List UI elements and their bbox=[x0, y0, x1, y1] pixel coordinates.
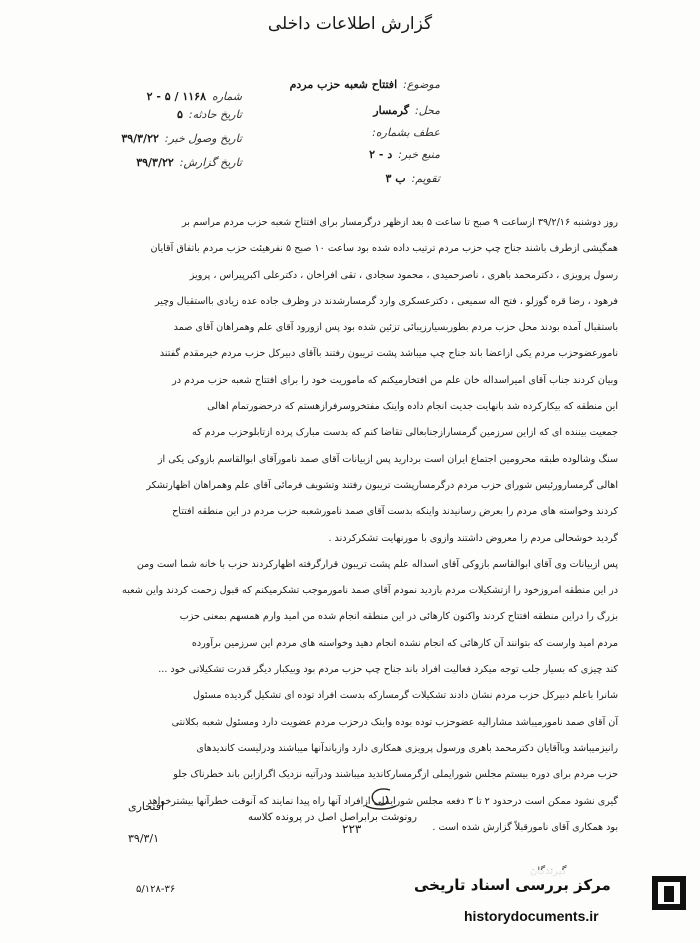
source-value: د - ۲ bbox=[369, 148, 393, 161]
watermark-title: مرکز بررسی اسناد تاریخی bbox=[414, 876, 611, 894]
body-line: در این منطقه امروزخود را ازتشکیلات مردم بازدید نمودم آقای صمد نامورموجب تشکرمیکنم که قبول زحمت کردند واین شعبه bbox=[122, 585, 618, 597]
received-date-value: ۳۹/۳/۲۲ bbox=[121, 132, 159, 145]
archive-logo-icon bbox=[652, 876, 686, 910]
body-line: مردم امید وارست که بتوانند آن کارهائی که انجام نشده انجام دهید وخواسته های مردم این سرزمین برآورده bbox=[191, 637, 618, 649]
number-field bbox=[147, 90, 242, 103]
body-line: گردید خوشحالی مردم را معروض داشتند وازوی با مورنهایت تشکرکردند . bbox=[328, 532, 618, 544]
reference-number-field bbox=[366, 126, 440, 139]
body-line: کند چیزی که بسیار جلب توجه میکرد فعالیت افراد باند جناح چپ حزب مردم بود وبیکبار دیگر قدرت تشکیلاتی خود ... bbox=[158, 664, 618, 676]
body-line: حزب مردم برای دوره بیستم مجلس شورایملی ازگرمسارکاندید میباشند ودرآتیه نزدیک اگرازاین باند خطرناک جلو bbox=[173, 769, 618, 781]
location-label: محل: bbox=[414, 104, 440, 117]
report-date-label: تاریخ گزارش: bbox=[179, 156, 242, 169]
signatory-name: افتخاری bbox=[128, 800, 165, 813]
body-line: همگیشی ازطرف باشند جناح چپ حزب مردم ترتیب داده شده بود ساعت ۱۰ صبح ۵ نفرهیئت حزب مردم باتفاق آقایان bbox=[150, 243, 618, 255]
body-line: نامورعضوحزب مردم یکی ازاعضا باند جناح چپ میباشد پشت تریبون رفتند باآقای دبیرکل حزب مردم خیرمقدم گفتند bbox=[159, 348, 618, 360]
body-line: کردند وخواسته های مردم را بعرض رسانیدند واینکه بدست آقای صمد نامورشعبه حزب مردم در این منطقه افتتاح bbox=[172, 506, 618, 518]
incident-date-label: تاریخ حادثه: bbox=[188, 108, 242, 121]
body-line: این منطقه که بیکارکرده شد بانهایت جدیت انجام داده واینک مفتخروسرفرازهستم که درحضورتمام اهالی bbox=[207, 401, 618, 413]
watermark-url[interactable]: historydocuments.ir bbox=[464, 908, 599, 924]
body-line: اهالی گرمسارورئیس شورای حزب مردم درگرمسارپشت تریبون رفتند وتشویف فرمائی آقای علم وهمراهان اظهارتشکر bbox=[146, 479, 618, 491]
report-date-value: ۳۹/۳/۲۲ bbox=[136, 156, 174, 169]
location-field bbox=[373, 104, 440, 117]
incident-date-value: ۵ bbox=[176, 108, 183, 121]
body-line: جمعیت بیننده ای که ازاین سرزمین گرمسارازجنابعالی تقاضا کنم که بدست مبارک پرده ازتابلوحزب مردم که bbox=[192, 427, 618, 439]
body-line: فرهود ، رضا قره گوزلو ، فتح اله سمیعی ، دکترعسکری وارد گرمسارشدند در وظرف جاده عده زیادی بااستقبال وچیر bbox=[154, 295, 618, 307]
location-value: گرمسار bbox=[373, 104, 409, 117]
report-body bbox=[78, 210, 618, 841]
body-line: پس ازبیانات وی آقای ابوالقاسم بازوکی آقای اسداله علم پشت تریبون قرارگرفته اظهارکردند حزب با خانه شما است ومن bbox=[136, 558, 618, 570]
document-title: گزارش اطلاعات داخلی bbox=[267, 14, 433, 34]
source-label: منبع خبر: bbox=[398, 148, 440, 161]
number-value: ۱۱۶۸ / ۵ - ۲ bbox=[146, 90, 206, 103]
number-label: شماره bbox=[211, 90, 242, 103]
received-date-label: تاریخ وصول خبر: bbox=[164, 132, 242, 145]
subject-value: افتتاح شعبه حزب مردم bbox=[289, 78, 398, 91]
evaluation-value: ب ۳ bbox=[385, 172, 406, 185]
source-field bbox=[369, 148, 440, 161]
body-line: رانیزمیباشد وباآقایان دکترمحمد باهری ورسول پرویزی همکاری دارد وازباندآنها میباشند ودرلیست کاندیدهای bbox=[196, 742, 618, 754]
reference-number-label: عطف بشماره: bbox=[372, 126, 440, 139]
incident-date-field bbox=[177, 108, 242, 121]
subject-label: موضوع: bbox=[403, 78, 440, 91]
body-line: گیری نشود ممکن است درحدود ۲ تا ۳ دفعه مجلس شورایملی ازافراد آنها راه پیدا نمایند که آنوقت خطرآنها بیشترخواهد bbox=[147, 795, 618, 807]
body-line: بود همکاری آقای نامورقبلاً گزارش شده است . bbox=[432, 821, 618, 833]
report-date-field bbox=[136, 156, 242, 169]
received-date-field bbox=[121, 132, 242, 145]
body-line: بزرگ را دراین منطقه افتتاح کردند واکنون کارهائی در این منطقه انجام شده من امید وارم همسهم بمعنی حزب bbox=[179, 611, 618, 623]
body-line: سنگ وشالوده طبقه محرومین اجتماع ایران است بردارید پس ازبیانات آقای صمد نامورآقای ابوالقاسم بازوکی یکی از bbox=[157, 453, 618, 465]
archive-reference: ۵/۱۲۸-۳۶ bbox=[136, 884, 176, 895]
body-line: رسول پرویزی ، دکترمحمد باهری ، ناصرحمیدی ، محمود سجادی ، تقی افراخان ، دکترعلی اکبرپیراس ، پرویز bbox=[189, 269, 618, 281]
copy-file-number: ۲۲۳ bbox=[342, 822, 362, 836]
body-line: وبیان کردند جناب آقای امیراسداله خان علم من افتخارمیکنم که ماموریت خود را برای افتتاح شعبه حزب مردم در bbox=[172, 374, 618, 386]
subject-field bbox=[290, 78, 440, 91]
body-line: باستقبال آمده بودند محل حزب مردم بطوربسیارزیبائی تزئین شده بود پس ازورود آقای علم وهمراهان آقای صمد bbox=[173, 322, 618, 334]
body-line: آن آقای صمد نامورمیباشد مشارالیه عضوحزب توده بوده واینک درحزب مردم عضویت دارد ومسئول شعبه بکلانتی bbox=[171, 716, 618, 728]
signature-date: ۳۹/۳/۱ bbox=[128, 832, 160, 845]
evaluation-field bbox=[385, 172, 440, 185]
evaluation-label: تقویم: bbox=[411, 172, 440, 185]
copy-note: رونوشت برابراصل اصل در پرونده کلاسه bbox=[248, 812, 417, 823]
body-line: روز دوشنبه ۳۹/۲/۱۶ ازساعت ۹ صبح تا ساعت ۵ بعد ازظهر درگرمسار برای افتتاح شعبه حزب مردم مراسم بر bbox=[182, 217, 618, 228]
handwritten-signature bbox=[360, 784, 400, 814]
body-line: شانرا باعلم دبیرکل حزب مردم نشان دادند تشکیلات گرمسارکه بدست افراد توده ای تشکیل گردیده مسئول bbox=[192, 690, 618, 702]
